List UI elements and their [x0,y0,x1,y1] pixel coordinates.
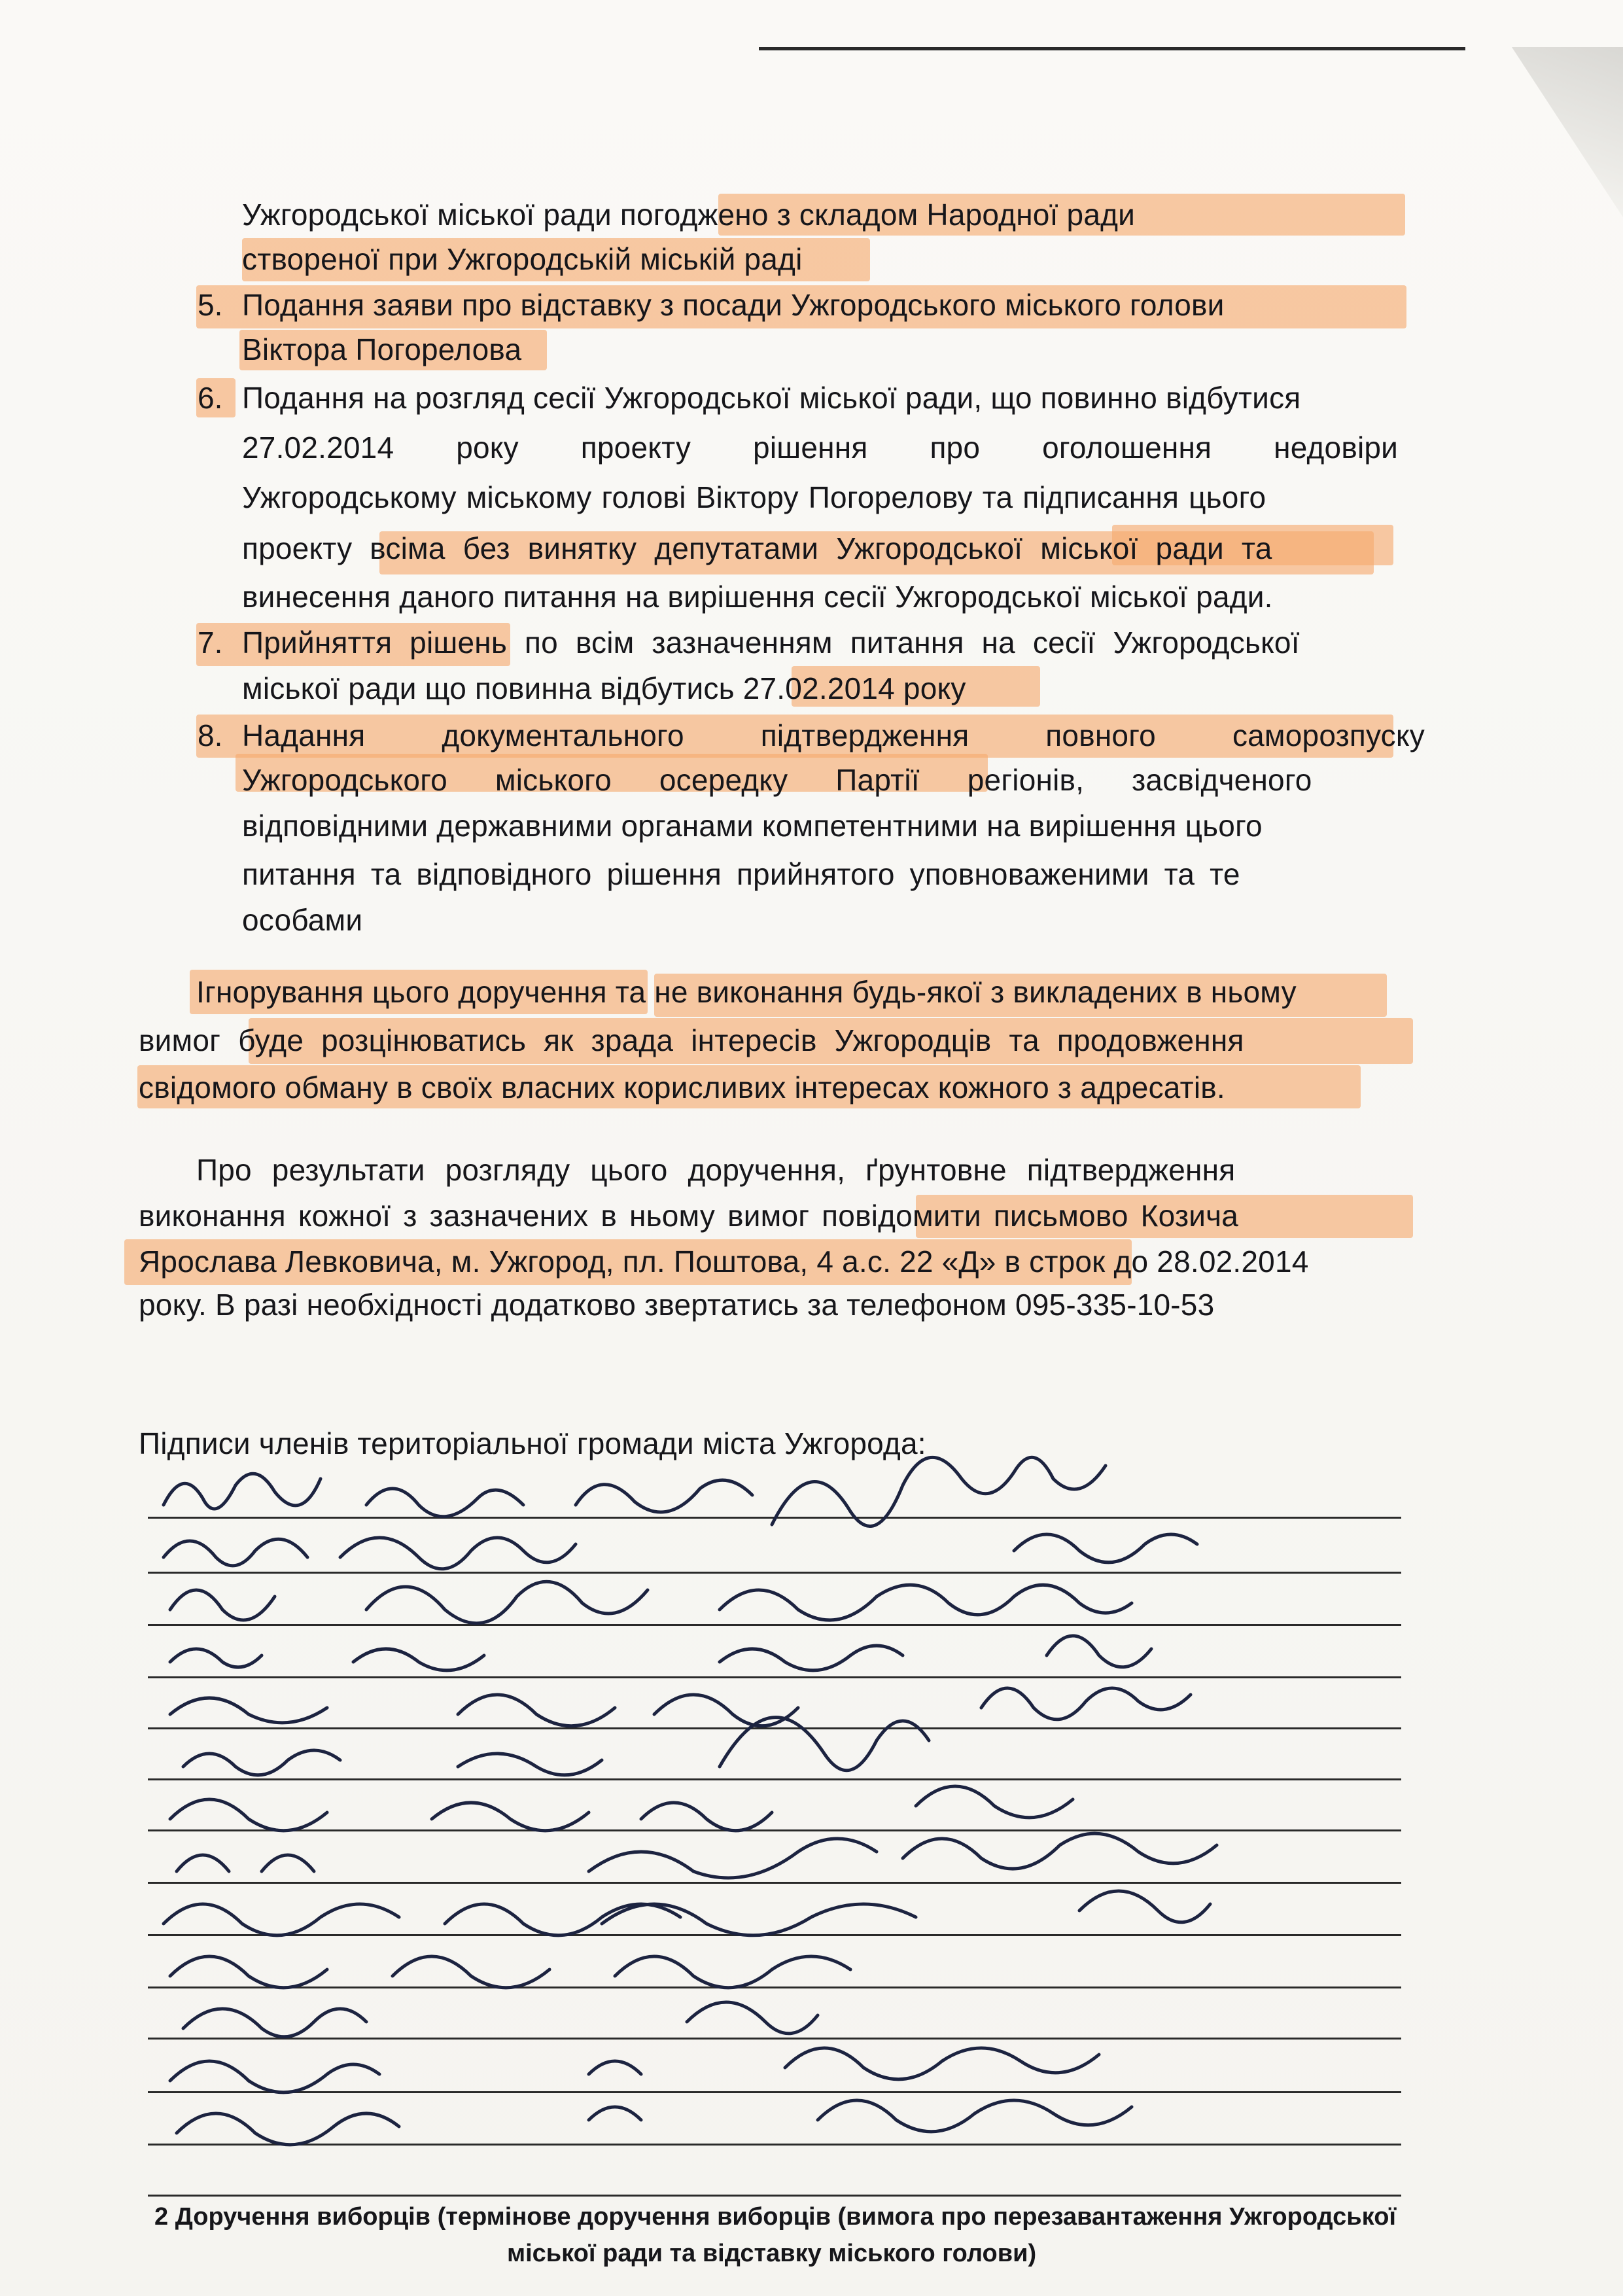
footnote-line: 2 Доручення виборців (термінове доручення виборців (вимога про перезавантаження Ужгородської [154,2203,1397,2231]
text-line: свідомого обману в своїх власних корисливих інтересах кожного з адресатів. [139,1070,1225,1104]
text-line: Надання документального підтвердження повного саморозпуску [242,718,1425,752]
text-line: Прийняття рішень по всім зазначенням питання на сесії Ужгородської [242,626,1300,660]
text-line: питання та відповідного рішення прийнятого уповноваженими та те [242,857,1240,891]
item-number: 8. [198,718,223,752]
footnote-line: міської ради та відставку міського голови) [507,2240,1037,2267]
signature [1014,1534,1197,1563]
text-line: вимог буде розцінюватись як зрада інтересів Ужгородців та продовження [139,1023,1244,1057]
text-line: Ужгородської міської ради погоджено з складом Народної ради [242,198,1136,232]
text-line: 27.02.2014 року проекту рішення про оголошення недовіри [242,431,1399,465]
text-line: особами [242,903,363,937]
signature [1047,1636,1151,1667]
text-line: Про результати розгляду цього доручення, ґрунтовне підтвердження [196,1153,1236,1187]
signature [170,2048,1099,2093]
text-line: Ужгородському міському голові Віктору Погорелову та підписання цього [242,480,1266,514]
text-line: проекту всіма без винятку депутатами Ужгородської міської ради та [242,531,1272,565]
signature [183,2002,818,2037]
signature [772,1457,1106,1526]
text-line: Подання на розгляд сесії Ужгородської міської ради, що повинно відбутися [242,381,1301,415]
text-line: року. В разі необхідності додатково звертатись за телефоном 095-335-10-53 [139,1288,1215,1322]
text-line: Ярослава Левковича, м. Ужгород, пл. Поштова, 4 а.с. 22 «Д» в строк до 28.02.2014 [139,1245,1309,1279]
text-line: виконання кожної з зазначених в ньому вимог повідомити письмово Козича [139,1199,1239,1233]
signature [177,2100,1132,2145]
item-number: 5. [198,288,223,322]
text-line: Ужгородського міського осередку Партії регіонів, засвідченого [242,763,1312,797]
signature [170,1786,1073,1831]
text-line: винесення даного питання на вирішення сесії Ужгородської міської ради. [242,580,1273,614]
signature [164,1538,576,1569]
signature [170,1581,1132,1623]
signature [170,1688,1191,1726]
item-number: 6. [198,381,223,415]
signature [170,1956,850,1988]
signatures-heading: Підписи членів територіальної громади міста Ужгорода: [139,1426,926,1460]
item-number: 7. [198,626,223,660]
signature [177,1833,1217,1878]
signature [170,1646,903,1670]
signature [164,1474,752,1517]
text-line: міської ради що повинна відбутись 27.02.2014 року [242,671,966,705]
signature [183,1718,929,1775]
text-line: Віктора Погорелова [242,332,522,366]
text-line: відповідними державними органами компетентними на вирішення цього [242,809,1263,843]
text-line: Подання заяви про відставку з посади Ужгородського міського голови [242,288,1225,322]
text-line: Ігнорування цього доручення та не виконання будь-якої з викладених в ньому [196,975,1297,1009]
text-line: створеної при Ужгородській міській раді [242,242,803,276]
signature [164,1891,1210,1935]
